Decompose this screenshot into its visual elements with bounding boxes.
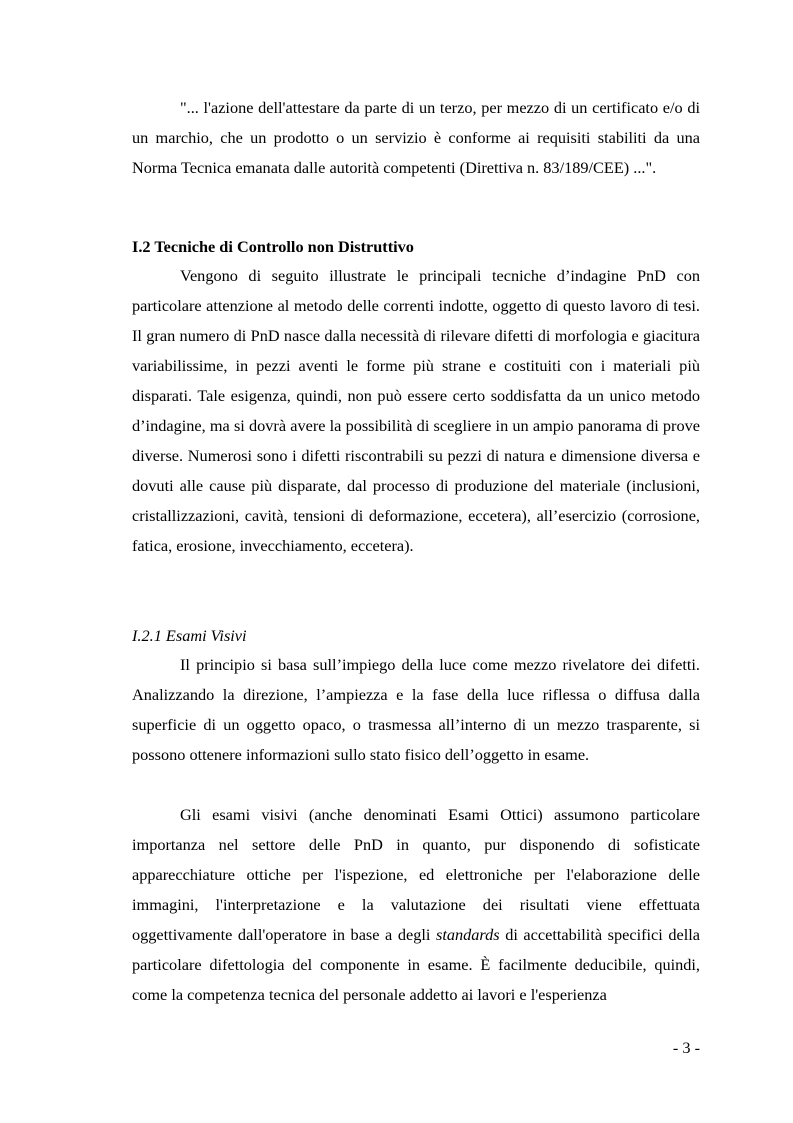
paragraph-2-text-start: Gli esami visivi (anche denominati Esami Ottici) assumono particolare importanza nel settore delle PnD in quanto, pur disponendo di sofisticate apparecchiature ottiche per l'ispezione, ed elettroniche per l'elaborazione delle immagini, l'interpretazione e la valutazione dei risultati viene effettuata oggettivamente dall'operatore in base a degli [132, 805, 700, 944]
subsection-paragraph-2 [132, 800, 700, 1010]
subsection-paragraph-1: Il principio si basa sull’impiego della luce come mezzo rivelatore dei difetti. Analizzando la direzione, l’ampiezza e la fase della luce riflessa o diffusa dalla superficie di un oggetto opaco, o trasmessa all’interno di un mezzo trasparente, si possono ottenere informazioni sullo stato fisico dell’oggetto in esame. [132, 655, 700, 764]
subsection-heading: I.2.1 Esami Visivi [132, 626, 247, 645]
section-heading: I.2 Tecniche di Controllo non Distruttivo [132, 237, 414, 256]
quote-paragraph: "... l'azione dell'attestare da parte di un terzo, per mezzo di un certificato e/o di un marchio, che un prodotto o un servizio è conforme ai requisiti stabiliti da una Norma Tecnica emanata dalle autorità competenti (Direttiva n. 83/189/CEE) ...". [132, 98, 700, 177]
paragraph-2-text-end: di accettabilità specifici della particolare difettologia del componente in esame. È facilmente deducibile, quindi, come la competenza tecnica del personale addetto ai lavori e l'esperienza [132, 925, 700, 1004]
paragraph-2-emphasis: standards [435, 925, 500, 944]
section-paragraph: Vengono di seguito illustrate le principali tecniche d’indagine PnD con particolare attenzione al metodo delle correnti indotte, oggetto di questo lavoro di tesi. Il gran numero di PnD nasce dalla necessità di rilevare difetti di morfologia e giacitura variabilissime, in pezzi aventi le forme più strane e costituiti con i materiali più disparati. Tale esigenza, quindi, non può essere certo soddisfatta da un unico metodo d’indagine, ma si dovrà avere la possibilità di scegliere in un ampio panorama di prove diverse. Numerosi sono i difetti riscontrabili su pezzi di natura e dimensione diversa e dovuti alle cause più disparate, dal processo di produzione del materiale (inclusioni, cristallizzazioni, cavità, tensioni di deformazione, eccetera), all’esercizio (corrosione, fatica, erosione, invecchiamento, eccetera). [132, 266, 700, 555]
page-number: - 3 - [672, 1038, 700, 1057]
